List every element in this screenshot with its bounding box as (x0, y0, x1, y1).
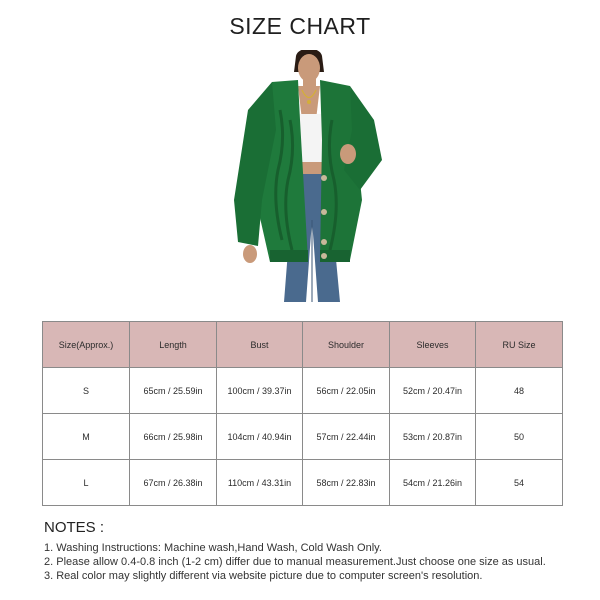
table-cell: 54cm / 21.26in (390, 460, 476, 506)
column-header: RU Size (476, 322, 563, 368)
column-header: Bust (217, 322, 303, 368)
model-face (298, 54, 320, 82)
cardigan-button (321, 239, 327, 245)
table-header-row (43, 322, 563, 368)
column-header: Length (130, 322, 217, 368)
notes-title: NOTES : (44, 519, 105, 536)
table-cell: 100cm / 39.37in (217, 368, 303, 414)
model-hand (340, 144, 356, 164)
table-row (43, 414, 563, 460)
table-cell: 57cm / 22.44in (303, 414, 390, 460)
table-cell: 58cm / 22.83in (303, 460, 390, 506)
table-cell: 52cm / 20.47in (390, 368, 476, 414)
cardigan-button (321, 253, 327, 259)
table-cell: 56cm / 22.05in (303, 368, 390, 414)
cardigan-button (321, 175, 327, 181)
table-cell: M (43, 414, 130, 460)
note-item: 2. Please allow 0.4-0.8 inch (1-2 cm) differ due to manual measurement.Just choose one size as usual. (44, 556, 546, 568)
table-cell: 53cm / 20.87in (390, 414, 476, 460)
table-cell: 67cm / 26.38in (130, 460, 217, 506)
table-cell: S (43, 368, 130, 414)
cardigan-button (321, 209, 327, 215)
table-cell: 65cm / 25.59in (130, 368, 217, 414)
column-header: Shoulder (303, 322, 390, 368)
table-row (43, 460, 563, 506)
product-photo (228, 50, 388, 302)
table-cell: 110cm / 43.31in (217, 460, 303, 506)
note-item: 1. Washing Instructions: Machine wash,Hand Wash, Cold Wash Only. (44, 542, 382, 554)
column-header: Sleeves (390, 322, 476, 368)
table-cell: 104cm / 40.94in (217, 414, 303, 460)
notes-section (44, 519, 584, 583)
table-cell: 48 (476, 368, 563, 414)
size-table (42, 321, 563, 506)
table-cell: 50 (476, 414, 563, 460)
page-title: SIZE CHART (229, 13, 371, 39)
table-cell: L (43, 460, 130, 506)
table-cell: 66cm / 25.98in (130, 414, 217, 460)
table-cell: 54 (476, 460, 563, 506)
note-item: 3. Real color may slightly different via website picture due to computer screen's resolution. (44, 570, 483, 582)
model-left-hand (243, 245, 257, 263)
column-header: Size(Approx.) (43, 322, 130, 368)
table-row (43, 368, 563, 414)
